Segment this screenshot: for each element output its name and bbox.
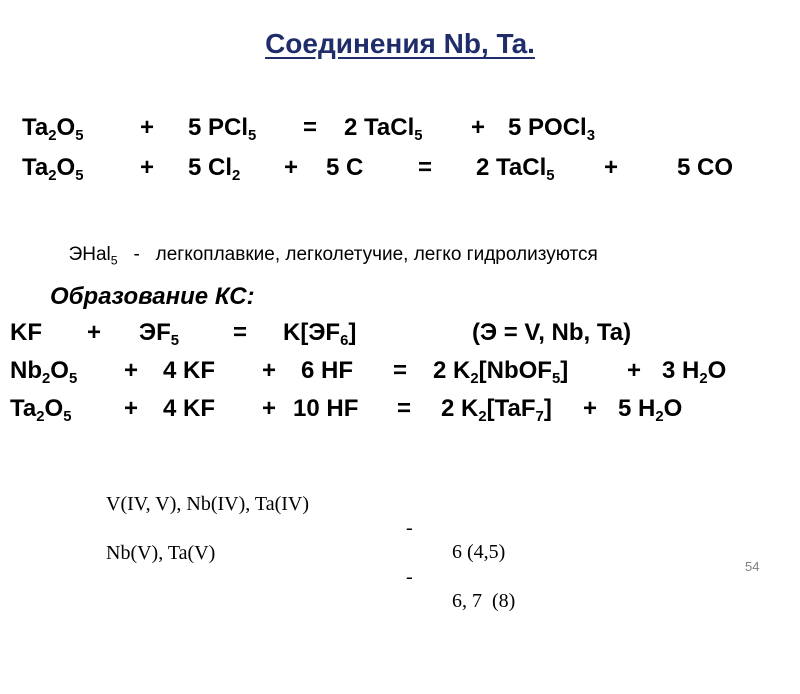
reactant-c: 5 C (326, 154, 364, 181)
equals-sign: = (303, 114, 318, 141)
chloride-reaction-1 (0, 113, 800, 143)
product-complex: 2 $K_2[TaF_7]$ (441, 395, 552, 426)
reactant-ta2o5: $Ta_2O_5$ (22, 154, 84, 185)
plus-sign: + (262, 395, 277, 422)
plus-sign: + (124, 395, 139, 422)
halide-properties: легкоплавкие, легколетучие, легко гидролизуются (155, 244, 598, 265)
product-pocl3: 5 POCl$_3$ (508, 114, 595, 145)
chloride-reaction-2 (0, 153, 800, 183)
plus-sign: + (87, 319, 102, 346)
product-complex: 2 $K_2[NbOF_5]$ (433, 357, 569, 388)
equals-sign: = (418, 154, 433, 181)
plus-sign: + (604, 154, 619, 181)
halide-note (58, 219, 598, 267)
product-co: 5 CO (677, 154, 734, 181)
product-complex: $K[ЭF_6]$ (283, 319, 357, 350)
complex-reaction-2 (0, 356, 800, 386)
reactant-kf: 4 KF (163, 357, 216, 384)
product-tacl5: 2 TaCl$_5$ (476, 154, 555, 185)
coordination-dash: - (406, 517, 413, 539)
complex-reaction-1 (0, 318, 800, 348)
complex-reaction-3 (0, 394, 800, 424)
page-title: Соединения Nb, Ta. (265, 28, 535, 59)
reactant-cl2: 5 $Cl_2$ (188, 154, 241, 185)
plus-sign: + (140, 114, 155, 141)
reactant-ef5: $ЭF_5$ (139, 319, 180, 350)
plus-sign: + (284, 154, 299, 181)
plus-sign: + (262, 357, 277, 384)
equals-sign: = (393, 357, 408, 384)
reactant-ta2o5: $Ta_2O_5$ (10, 395, 72, 426)
reactant-hf: 10 HF (293, 395, 359, 422)
product-water: 5 $H_2O$ (618, 395, 683, 426)
halide-formula: ЭHal$_5$ (68, 244, 118, 268)
section-title: Образование КС: (50, 283, 255, 310)
oxidation-states: Nb(V), Ta(V) (106, 542, 216, 564)
reactant-pcl5: 5 PCl$_5$ (188, 114, 257, 145)
plus-sign: + (124, 357, 139, 384)
product-water: 3 $H_2O$ (662, 357, 727, 388)
plus-sign: + (583, 395, 598, 422)
product-tacl5: 2 TaCl$_5$ (344, 114, 423, 145)
equals-sign: = (233, 319, 248, 346)
reactant-hf: 6 HF (301, 357, 354, 384)
plus-sign: + (627, 357, 642, 384)
reactant-kf: KF (10, 319, 42, 346)
page-number: 54 (745, 559, 760, 574)
halide-dash: - (133, 244, 140, 265)
coordination-numbers: 6 (4,5) (452, 541, 506, 563)
element-note: (Э = V, Nb, Ta) (472, 319, 632, 346)
coordination-dash: - (406, 566, 413, 588)
plus-sign: + (140, 154, 155, 181)
reactant-nb2o5: $Nb_2O_5$ (10, 357, 78, 388)
oxidation-states: V(IV, V), Nb(IV), Ta(IV) (106, 493, 309, 515)
coordination-numbers: 6, 7 (8) (452, 590, 516, 612)
reactant-kf: 4 KF (163, 395, 216, 422)
equals-sign: = (397, 395, 412, 422)
reactant-ta2o5: $Ta_2O_5$ (22, 114, 84, 145)
plus-sign: + (471, 114, 486, 141)
